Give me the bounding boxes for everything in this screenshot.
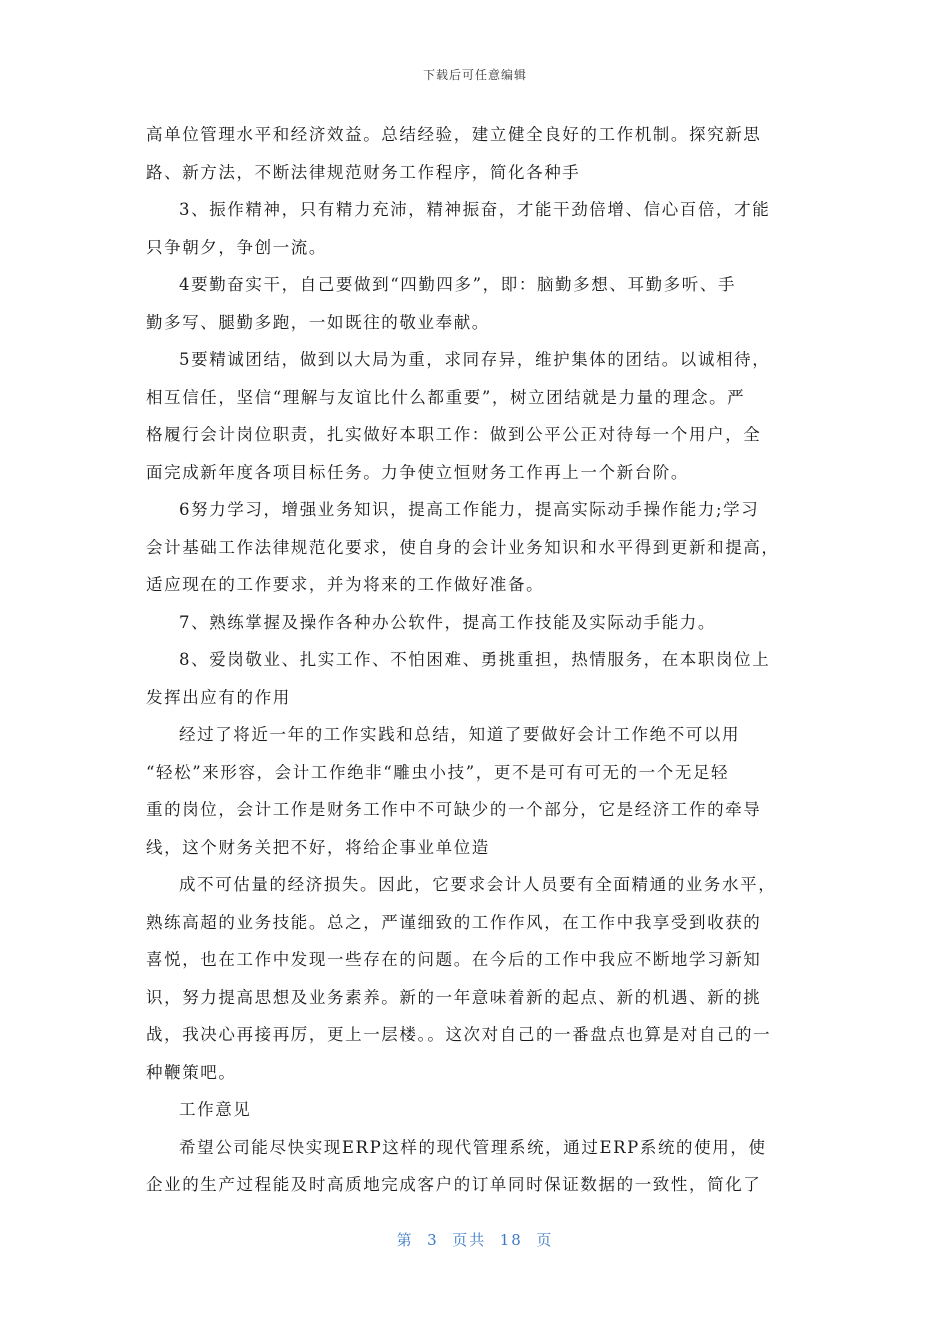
text-line: 8、爱岗敬业、扎实工作、不怕困难、勇挑重担，热情服务，在本职岗位上 — [179, 650, 771, 669]
text-line: 会计基础工作法律规范化要求，使自身的会计业务知识和水平得到更新和提高， — [146, 537, 780, 557]
text-line: 7、熟练掌握及操作各种办公软件，提高工作技能及实际动手能力。 — [179, 612, 716, 632]
text-line: 工作意见 — [179, 1100, 252, 1119]
paragraph — [146, 191, 806, 266]
text-line: 熟练高超的业务技能。总之，严谨细致的工作作风，在工作中我享受到收获的 — [146, 912, 762, 932]
text-line: 4要勤奋实干，自己要做到“四勤四多”，即：脑勤多想、耳勤多听、手 — [179, 275, 737, 294]
paragraph — [146, 341, 806, 491]
text-line: 5要精诚团结，做到以大局为重，求同存异，维护集体的团结。以诚相待， — [179, 350, 771, 369]
text-line: 希望公司能尽快实现ERP这样的现代管理系统，通过ERP系统的使用，使 — [179, 1137, 767, 1157]
text-line: 线，这个财务关把不好，将给企事业单位造 — [146, 837, 490, 857]
text-line: 识，努力提高思想及业务素养。新的一年意味着新的起点、新的机遇、新的挑 — [146, 987, 762, 1007]
text-line: 战，我决心再接再厉，更上一层楼。。这次对自己的一番盘点也算是对自己的一 — [146, 1025, 772, 1044]
text-line: 高单位管理水平和经济效益。总结经验，建立健全良好的工作机制。探究新思 — [146, 125, 762, 144]
text-line: 6努力学习，增强业务知识，提高工作能力，提高实际动手操作能力;学习 — [179, 500, 760, 519]
text-line: 3、振作精神，只有精力充沛，精神振奋，才能干劲倍增、信心百倍，才能 — [179, 200, 771, 219]
paragraph — [146, 116, 806, 191]
text-line: 格履行会计岗位职责，扎实做好本职工作：做到公平公正对待每一个用户，全 — [146, 425, 762, 444]
text-line: 成不可估量的经济损失。因此，它要求会计人员要有全面精通的业务水平， — [179, 875, 777, 894]
paragraph — [146, 866, 806, 1091]
text-line: 适应现在的工作要求，并为将来的工作做好准备。 — [146, 575, 545, 594]
text-line: 经过了将近一年的工作实践和总结，知道了要做好会计工作绝不可以用 — [179, 725, 741, 744]
paragraph — [146, 1129, 806, 1204]
document-body — [146, 116, 806, 1204]
text-line: 面完成新年度各项目标任务。力争使立恒财务工作再上一个新台阶。 — [146, 462, 689, 482]
paragraph — [146, 604, 806, 642]
page-number-footer: 第 3 页共 18 页 — [396, 1231, 554, 1249]
text-line: 只争朝夕，争创一流。 — [146, 237, 327, 257]
text-line: 重的岗位，会计工作是财务工作中不可缺少的一个部分，它是经济工作的牵导 — [146, 800, 762, 819]
text-line: 种鞭策吧。 — [146, 1062, 237, 1082]
text-line: 企业的生产过程能及时高质地完成客户的订单同时保证数据的一致性，简化了 — [146, 1175, 762, 1194]
text-line: 勤多写、腿勤多跑，一如既往的敬业奉献。 — [146, 312, 490, 332]
text-line: 发挥出应有的作用 — [146, 687, 291, 707]
text-line: 相互信任，坚信“理解与友谊比什么都重要”，树立团结就是力量的理念。严 — [146, 387, 746, 407]
paragraph — [146, 491, 806, 604]
text-line: 喜悦，也在工作中发现一些存在的问题。在今后的工作中我应不断地学习新知 — [146, 950, 762, 969]
text-line: “轻松”来形容，会计工作绝非“雕虫小技”，更不是可有可无的一个无足轻 — [146, 762, 730, 782]
text-line: 路、新方法，不断法律规范财务工作程序，简化各种手 — [146, 162, 581, 182]
paragraph — [146, 641, 806, 716]
paragraph — [146, 716, 806, 866]
page-header: 下载后可任意编辑 — [422, 68, 527, 82]
section-heading — [146, 1091, 806, 1129]
paragraph — [146, 266, 806, 341]
